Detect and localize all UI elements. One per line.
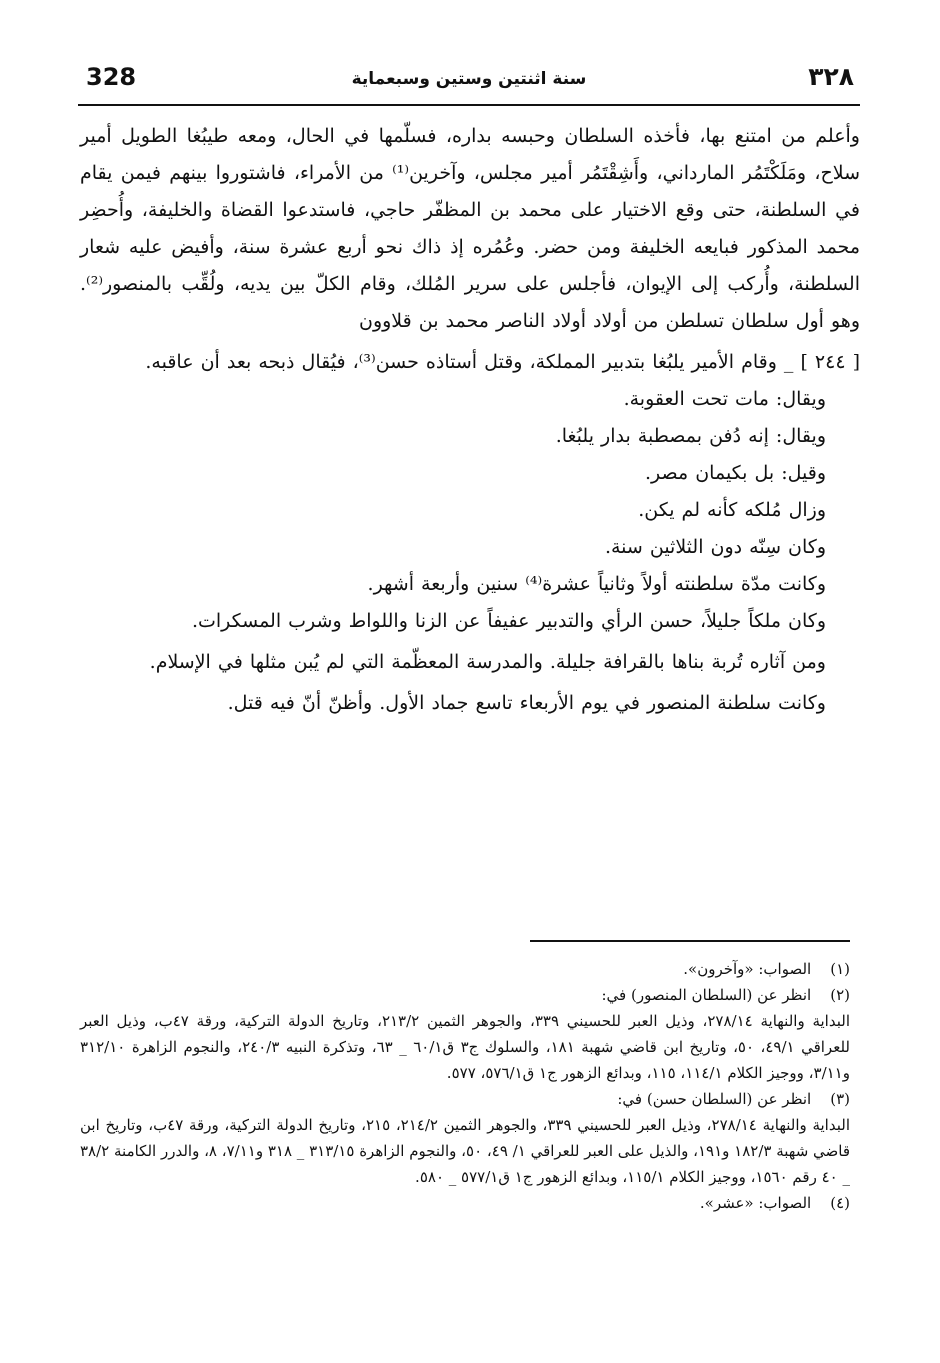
footnote-1-number: (١) <box>830 960 850 978</box>
footnote-3 <box>80 1086 850 1112</box>
running-header <box>78 62 860 106</box>
footnote-1-text: الصواب: «وآخرون». <box>683 960 812 978</box>
line-narration-4: وزال مُلكه كأنه لم يكن. <box>638 499 826 521</box>
line-narration-2: ويقال: إنه دُفن بمصطبة بدار يلبُغا. <box>555 425 826 447</box>
footnotes <box>80 956 850 1216</box>
footnote-4 <box>80 1190 850 1216</box>
paragraph-3: وكان ملكاً جليلاً، حسن الرأي والتدبير عفيفاً عن الزنا واللواط وشرب المسكرات. <box>191 610 826 632</box>
header-rule <box>78 104 860 106</box>
line-narration-6: وكانت مدّة سلطنته أولاً وثانياً عشرة⁽⁴⁾ سنين وأربعة أشهر. <box>367 573 826 595</box>
footnote-3-body: البداية والنهاية ٢٧٨/١٤، وذيل العبر للحسيني ٣٣٩، والجوهر الثمين ٢١٤/٢، ٢١٥، وتاريخ الدولة التركية، ورقة ٤٧ب، وتاريخ ابن قاضي شهبة ١٨٢/٣ و١٩١، والذيل على العبر للعراقي ١/ ٤٩، ٥٠، والنجوم الزاهرة ٣١٣/١٥ _ ٣١٨ و٧/١١، ٨، والدرر الكامنة ٣٨/٢ _ ٤٠ رقم ١٥٦٠، ووجيز الكلام ١١٥/١، وبدائع الزهور ج١ ق٥٧٧/١ _ ٥٨٠. <box>80 1116 851 1186</box>
paragraph-1: وأعلم من امتنع بها، فأخذه السلطان وحبسه بداره، فسلّمها في الحال، ومعه طيبُغا الطويل أمير سلاح، ومَلَكْتَمُر المارداني، وأَشِقْتَمُر أمير مجلس، وآخرين⁽¹⁾ من الأمراء، فاشتوروا بينهم فيمن يقام في السلطنة، حتى وقع الاختيار على محمد بن المظفّر حاجي، فاستدعوا القضاة والخليفة، وأُحضِر محمد المذكور فبايعه الخليفة ومن حضر. وعُمُره إذ ذاك نحو أربع عشرة سنة، وأفيض عليه شعار السلطنة، وأُركب إلى الإيوان، فأجلس على سرير المُلك، وقام الكلّ بين يديه، ولُقِّب بالمنصور⁽²⁾. وهو أول سلطان تسلطن من أولاد أولاد الناصر محمد بن قلاوون <box>80 125 860 332</box>
footnote-3-number: (٣) <box>830 1090 850 1108</box>
main-text <box>80 118 860 722</box>
line-narration-3: وقيل: بل بكيمان مصر. <box>645 462 826 484</box>
footnote-3-intro: انظر عن (السلطان حسن) في: <box>617 1090 812 1108</box>
footnote-4-number: (٤) <box>830 1194 850 1212</box>
paragraph-4: ومن آثاره تُربة بناها بالقرافة جليلة. والمدرسة المعظّمة التي لم يُبن مثلها في الإسلام. <box>149 651 826 673</box>
line-narration-1: ويقال: مات تحت العقوبة. <box>623 388 826 410</box>
footnote-2-body: البداية والنهاية ٢٧٨/١٤، وذيل العبر للحسيني ٣٣٩، والجوهر الثمين ٢١٣/٢، وتاريخ الدولة التركية، ورقة ٤٧ب، وذيل العبر للعراقي ٤٩/١، ٥٠، وتاريخ ابن قاضي شهبة ١٨١، والسلوك ج٣ ق٦٠/١ _ ٦٣، وتذكرة النبيه ٢٤٠/٣، والنجوم الزاهرة ٣١٢/١٠ و٣/١١، ووجيز الكلام ١١٤/١، ١١٥، وبدائع الزهور ج١ ق٥٧٦/١، ٥٧٧. <box>80 1012 850 1082</box>
page-number-latin: 328 <box>86 63 137 91</box>
footnote-2-intro: انظر عن (السلطان المنصور) في: <box>601 986 812 1004</box>
footnote-2-number: (٢) <box>830 986 850 1004</box>
paragraph-5: وكانت سلطنة المنصور في يوم الأربعاء تاسع جماد الأول. وأظنّ أنّ فيه قتل. <box>227 692 826 714</box>
line-narration-5: وكان سِنّه دون الثلاثين سنة. <box>604 536 826 558</box>
footnote-2 <box>80 982 850 1008</box>
footnote-rule <box>530 940 850 942</box>
page-number-arabic: ٣٢٨ <box>808 62 854 91</box>
footnote-1 <box>80 956 850 982</box>
footnote-4-text: الصواب: «عشر». <box>699 1194 812 1212</box>
paragraph-2-entry-244: [ ٢٤٤ ] _ وقام الأمير يلبُغا بتدبير المملكة، وقتل أستاذه حسن⁽³⁾، فيُقال ذبحه بعد أن عاقبه. <box>145 351 860 373</box>
running-title: سنة اثنتين وستين وسبعماية <box>351 69 587 89</box>
